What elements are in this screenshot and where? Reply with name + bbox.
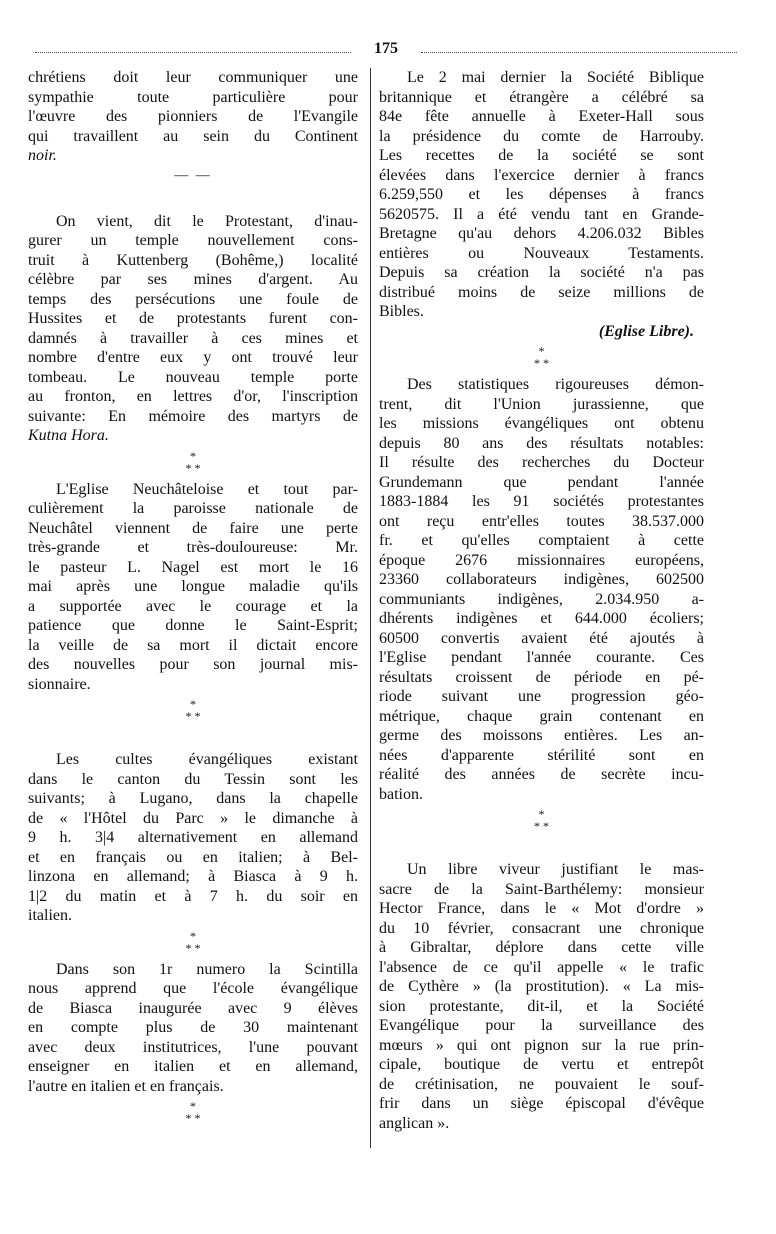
text-line: Un libre viveur justifiant le mas- <box>407 861 704 878</box>
text-line: entières ou Nouveaux Testaments. <box>379 244 704 262</box>
text-line: célèbre par ses mines d'argent. Au <box>28 271 358 288</box>
paragraph <box>28 750 358 926</box>
text-line: enseigner en italien et en allemand, <box>28 1058 358 1075</box>
text-line: britannique et étrangère a célébré sa <box>379 88 704 106</box>
text-line: l'Eglise pendant l'année courante. Ces <box>379 649 704 666</box>
text-line: de Biasca inaugurée avec 9 élèves <box>28 999 358 1017</box>
text-line: élevées dans l'exercice dernier à francs <box>379 166 704 184</box>
text-line: anglican ». <box>379 1114 450 1132</box>
text-line: très-grande et très-douloureuse: Mr. <box>28 539 358 556</box>
header-rule-right <box>421 52 737 53</box>
text-line: cipale, boutique de vertu et entrepôt <box>379 1056 704 1073</box>
text-line: linzona en allemand; à Biasca à 9 h. <box>28 868 358 885</box>
text-line: Le 2 mai dernier la Société Biblique <box>407 69 704 86</box>
text-line: frir dans un siège épiscopal d'évêque <box>379 1095 704 1112</box>
right-column <box>379 68 704 1133</box>
text-line: 60500 convertis avaient été ajoutés à <box>379 629 704 647</box>
section-separator: — — <box>174 167 212 183</box>
text-line: Bretagne qu'au dehors 4.206.032 Bibles <box>379 225 704 242</box>
text-line: de « l'Hôtel du Parc » le dimanche à <box>28 809 358 827</box>
text-line: sympathie toute particulière pour <box>28 88 358 106</box>
text-line: riode suivant une progression géo- <box>379 688 704 705</box>
text-line: réalité des années de secrète incu- <box>379 766 704 783</box>
text-line: suivants; à Lugano, dans la chapelle <box>28 790 358 807</box>
text-line: suivante: En mémoire des martyrs de <box>28 407 358 425</box>
text-line: la présidence du comte de Harrouby. <box>379 127 704 145</box>
text-line: sionnaire. <box>28 675 91 693</box>
text-line: Depuis sa création la société n'a pas <box>379 264 704 281</box>
text-line: avec deux institutrices, l'une pouvant <box>28 1038 358 1056</box>
text-line: 23360 collaborateurs indigènes, 602500 <box>379 571 704 588</box>
header-rule-left <box>35 52 351 53</box>
text-line: Des statistiques rigoureuses démon- <box>407 376 704 393</box>
text-line: l'autre en italien et en français. <box>28 1077 224 1095</box>
text-line: 84e fête annuelle à Exeter-Hall sous <box>379 108 704 125</box>
text-line: chrétiens doit leur communiquer une <box>28 69 358 86</box>
text-line: la veille de sa mort il dictait encore <box>28 636 358 654</box>
text-line: ont reçu entr'elles toutes 38.537.000 <box>379 512 704 530</box>
text-line: du 10 février, consacrant une chronique <box>379 919 704 937</box>
column-divider <box>370 68 371 1148</box>
text-line: qui travaillent au sein du Continent <box>28 127 358 145</box>
paragraph <box>28 212 358 446</box>
section-stars: * * * <box>185 448 201 475</box>
text-line: sacre de la Saint-Barthélemy: monsieur <box>379 880 704 898</box>
text-line: Hector France, dans le « Mot d'ordre » <box>379 900 704 917</box>
section-stars: * * * <box>534 807 549 833</box>
text-line: les missions évangéliques ont obtenu <box>379 415 704 432</box>
text-line: tombeau. Le nouveau temple porte <box>28 368 358 386</box>
text-line: nous apprend que l'école évangélique <box>28 980 358 997</box>
text-line: culièrement la paroisse nationale de <box>28 500 358 517</box>
text-line: Evangélique pour la surveillance des <box>379 1017 704 1034</box>
text-line: bation. <box>379 785 423 803</box>
text-line: L'Eglise Neuchâteloise et tout par- <box>56 480 358 498</box>
text-line: Kutna Hora. <box>28 427 109 444</box>
text-line: l'œuvre des pionniers de l'Evangile <box>28 108 358 125</box>
text-line: nombre d'entre eux y ont trouvé leur <box>28 349 358 366</box>
text-line: dhérents indigènes et 644.000 écoliers; <box>379 610 704 627</box>
text-line: Les cultes évangéliques existant <box>56 751 358 768</box>
text-line: des nouvelles pour son journal mis- <box>28 656 358 673</box>
paragraph <box>379 68 704 341</box>
text-line: fr. et qu'elles comptaient à cette <box>379 532 704 549</box>
text-line: distribué moins de seize millions de <box>379 283 704 301</box>
text-line: nées d'apparente stérilité sont en <box>379 746 704 764</box>
text-line: depuis 80 ans des résultats notables: <box>379 434 704 452</box>
text-line: gurer un temple nouvellement cons- <box>28 232 358 249</box>
section-stars: * * * <box>185 928 201 955</box>
text-line: 5620575. Il a été vendu tant en Grande- <box>379 205 704 223</box>
paragraph <box>28 960 358 1097</box>
text-line: résultats croissent de période en pé- <box>379 668 704 686</box>
text-line: mœurs » qui ont pignon sur la rue prin- <box>379 1036 704 1054</box>
text-line: à Gibraltar, déplore dans cette ville <box>379 939 704 956</box>
text-line: truit à Kuttenberg (Bohême,) localité <box>28 251 358 269</box>
text-line: italien. <box>28 907 72 924</box>
paragraph <box>379 375 704 804</box>
section-stars: * * * <box>185 697 201 723</box>
text-line: germe des moissons entières. Les an- <box>379 727 704 744</box>
text-line: noir. <box>28 147 57 164</box>
text-line: Dans son 1r numero la Scintilla <box>56 960 358 978</box>
text-line: de crétinisation, ne pouvaient le souf- <box>379 1075 704 1093</box>
text-line: époque 2676 missionnaires européens, <box>379 551 704 569</box>
text-line: l'absence de ce qu'il appelle « le trafic <box>379 958 704 976</box>
source-citation: (Eglise Libre). <box>598 322 694 340</box>
text-line: communiants indigènes, 2.034.950 a- <box>379 590 704 608</box>
text-line: damnés à travailler à ces mines et <box>28 329 358 347</box>
text-line: Hussites et de protestants furent con- <box>28 310 358 327</box>
text-line: trent, dit l'Union jurassienne, que <box>379 395 704 413</box>
text-line: sion protestante, dit-il, et la Société <box>379 997 704 1015</box>
text-line: et en français ou en italien; à Bel- <box>28 848 358 866</box>
text-line: métrique, chaque grain contenant en <box>379 707 704 725</box>
left-column <box>28 68 358 1130</box>
text-line: a supportée avec le courage et la <box>28 597 358 615</box>
text-line: dans le canton du Tessin sont les <box>28 770 358 788</box>
text-line: On vient, dit le Protestant, d'inau- <box>56 212 358 230</box>
paragraph <box>28 480 358 695</box>
paragraph <box>28 68 358 166</box>
text-line: temps des persécutions une foule de <box>28 290 358 308</box>
text-line: mai après une longue maladie qu'ils <box>28 578 358 595</box>
text-line: au fronton, en lettres d'or, l'inscription <box>28 388 358 405</box>
text-line: 6.259,550 et les dépenses à francs <box>379 186 704 203</box>
section-stars: * * * <box>534 344 549 370</box>
text-line: en compte plus de 30 maintenant <box>28 1019 358 1036</box>
text-line: 1|2 du matin et à 7 h. du soir en <box>28 887 358 905</box>
section-stars: * * * <box>185 1099 201 1125</box>
text-line: Il résulte des recherches du Docteur <box>379 454 704 471</box>
text-line: Grundemann que pendant l'année <box>379 473 704 491</box>
page-header <box>35 40 737 60</box>
page-number: 175 <box>374 40 398 57</box>
text-line: le pasteur L. Nagel est mort le 16 <box>28 558 358 576</box>
text-line: patience que donne le Saint-Esprit; <box>28 617 358 634</box>
text-line: 9 h. 3|4 alternativement en allemand <box>28 829 358 846</box>
text-line: de Cythère » (la prostitution). « La mis- <box>379 978 704 995</box>
text-line: 1883-1884 les 91 sociétés protestantes <box>379 493 704 510</box>
text-line: Bibles. <box>379 303 424 320</box>
text-line: Les recettes de la société se sont <box>379 147 704 164</box>
paragraph <box>379 860 704 1133</box>
text-line: Neuchâtel viennent de faire une perte <box>28 519 358 537</box>
